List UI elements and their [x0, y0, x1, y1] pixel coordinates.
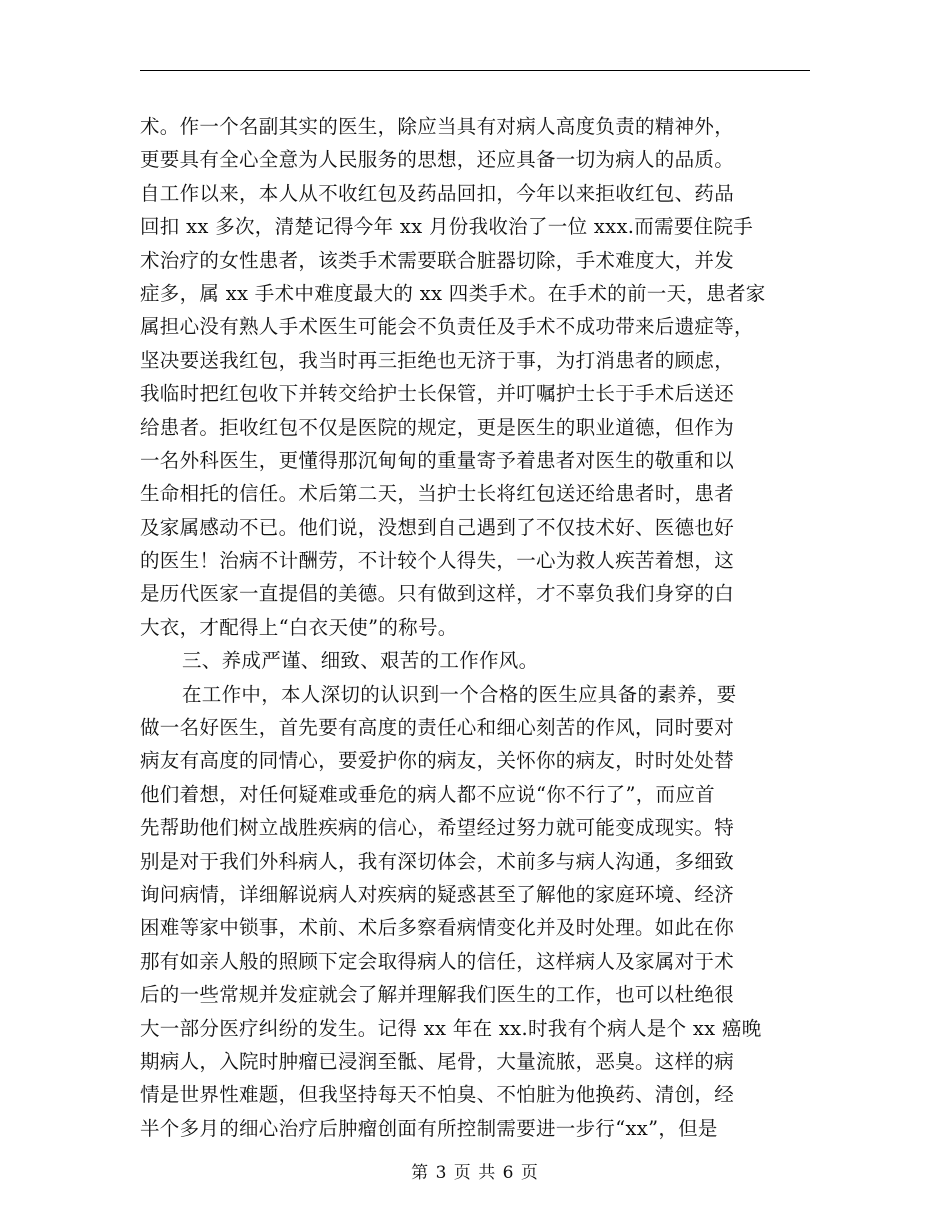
- text-line: 后的一些常规并发症就会了解并理解我们医生的工作，也可以杜绝很: [140, 983, 735, 1007]
- text-line: 更要具有全心全意为人民服务的思想，还应具备一切为病人的品质。: [140, 148, 735, 172]
- text-line: 困难等家中锁事，术前、术后多察看病情变化并及时处理。如此在你: [140, 916, 735, 940]
- text-line: 是历代医家一直提倡的美德。只有做到这样，才不辜负我们身穿的白: [140, 582, 735, 606]
- text-line: 症多，属 xx 手术中难度最大的 xx 四类手术。在手术的前一天，患者家: [140, 281, 766, 305]
- header-rule: [140, 70, 810, 71]
- text-line: 大一部分医疗纠纷的发生。记得 xx 年在 xx.时我有个病人是个 xx 癌晚: [140, 1016, 762, 1040]
- text-line: 期病人，入院时肿瘤已浸润至骶、尾骨，大量流脓，恶臭。这样的病: [140, 1049, 735, 1073]
- paragraph-start-line: 在工作中，本人深切的认识到一个合格的医生应具备的素养，要: [182, 682, 737, 706]
- text-line: 询问病情，详细解说病人对疾病的疑惑甚至了解他的家庭环境、经济: [140, 882, 735, 906]
- text-line: 自工作以来，本人从不收红包及药品回扣，今年以来拒收红包、药品: [140, 181, 735, 205]
- body-text: [140, 110, 810, 1145]
- text-line: 做一名好医生，首先要有高度的责任心和细心刻苦的作风，同时要对: [140, 716, 735, 740]
- text-line: 术。作一个名副其实的医生，除应当具有对病人高度负责的精神外，: [140, 115, 735, 138]
- text-line: 术治疗的女性患者，该类手术需要联合脏器切除，手术难度大，并发: [140, 248, 735, 272]
- text-line: 先帮助他们树立战胜疾病的信心，希望经过努力就可能变成现实。特: [140, 816, 735, 840]
- text-line: 一名外科医生，更懂得那沉甸甸的重量寄予着患者对医生的敬重和以: [140, 448, 735, 472]
- text-line: 给患者。拒收红包不仅是医院的规定，更是医生的职业道德，但作为: [140, 415, 735, 439]
- section-heading: 三、养成严谨、细致、艰苦的工作作风。: [182, 649, 539, 673]
- text-line: 大衣，才配得上“白衣天使”的称号。: [140, 615, 458, 639]
- text-line: 我临时把红包收下并转交给护士长保管，并叮嘱护士长于手术后送还: [140, 382, 735, 406]
- text-line: 别是对于我们外科病人，我有深切体会，术前多与病人沟通，多细致: [140, 849, 735, 873]
- text-line: 的医生！治病不计酬劳，不计较个人得失，一心为救人疾苦着想，这: [140, 549, 735, 573]
- text-line: 坚决要送我红包，我当时再三拒绝也无济于事，为打消患者的顾虑，: [140, 348, 735, 372]
- text-line: 病友有高度的同情心，要爱护你的病友，关怀你的病友，时时处处替: [140, 749, 735, 773]
- text-line: 属担心没有熟人手术医生可能会不负责任及手术不成功带来后遗症等，: [140, 315, 754, 339]
- text-line: 半个多月的细心治疗后肿瘤创面有所控制需要进一步行“xx”，但是: [140, 1116, 718, 1140]
- text-line: 那有如亲人般的照顾下定会取得病人的信任，这样病人及家属对于术: [140, 949, 735, 973]
- text-line: 情是世界性难题，但我坚持每天不怕臭、不怕脏为他换药、清创，经: [140, 1083, 735, 1107]
- text-line: 他们着想，对任何疑难或垂危的病人都不应说“你不行了”，而应首: [140, 782, 715, 806]
- text-line: 回扣 xx 多次，清楚记得今年 xx 月份我收治了一位 xxx.而需要住院手: [140, 215, 754, 239]
- text-line: 生命相托的信任。术后第二天，当护士长将红包送还给患者时，患者: [140, 482, 735, 506]
- page-number-footer: 第 3 页 共 6 页: [411, 1163, 539, 1183]
- text-line: 及家属感动不已。他们说，没想到自己遇到了不仅技术好、医德也好: [140, 515, 735, 539]
